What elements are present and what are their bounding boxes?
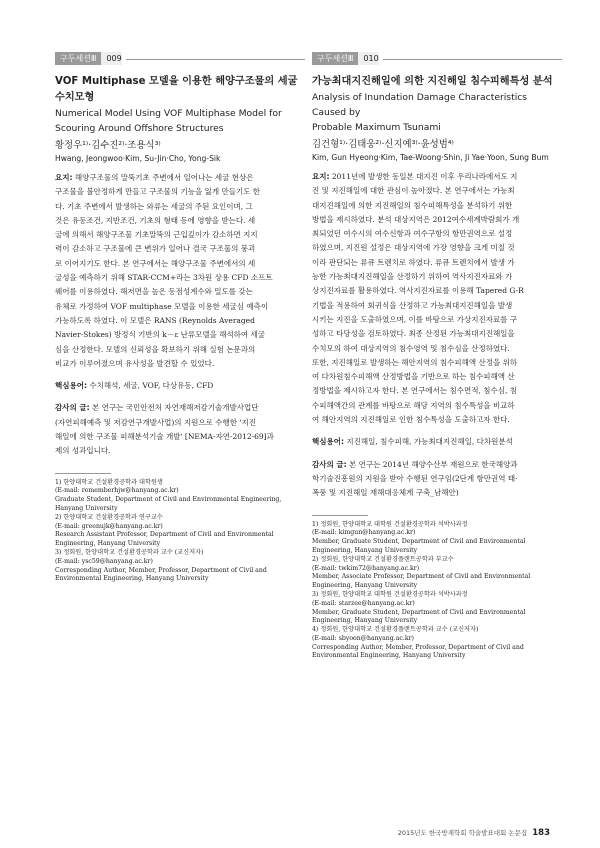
- abstract-line: 수치모의 하여 대상지역의 침수영역 및 침수심을 산정하였다.: [312, 343, 510, 353]
- abstract-line: 능한 가능최대지진해일을 산정하기 위하여 역사지진자료와 가: [312, 272, 513, 282]
- authors-english: Hwang, Jeongwoo·Kim, Su-Jin·Cho, Yong-Sik: [55, 154, 221, 163]
- footnote-line: Member, Graduate Student, Department of Civil and Environmental: [312, 608, 526, 616]
- abstract-line: 로 이어지기도 한다. 본 연구에서는 해양구조물 주변에서의 세: [55, 258, 256, 268]
- title-line: Numerical Model Using VOF Multiphase Model for: [55, 108, 282, 119]
- badge-divider: [126, 52, 305, 60]
- footnote-line: Environmental Engineering, Hanyang University: [55, 575, 209, 583]
- title-line: 가능최대지진해일에 의한 지진해일 침수피해특성 분석: [312, 76, 553, 87]
- abstract-line: 력이 감소하고 구조물에 큰 변위가 일어나 결국 구조물의 붕괴: [55, 244, 256, 254]
- footnote-line: (E-mail: twkim72@hanyang.ac.kr): [312, 564, 420, 572]
- authors-korean: 황정우¹⁾·김수진²⁾·조용식³⁾: [55, 140, 161, 151]
- ack-line: 본 연구는 2014년 해양수산부 재원으로 한국해양과: [346, 459, 518, 469]
- footnote-line: (E-mail: rememberhjw@hanyang.ac.kr): [55, 487, 179, 495]
- abstract-line: 여 다차원침수피해액 산정방법을 기반으로 하는 침수피해액 산: [312, 372, 515, 382]
- ack-line: 폭풍 및 지진해일 재해대응체계 구축_남해안): [312, 488, 459, 498]
- keywords-label: 핵심용어:: [312, 437, 344, 447]
- abstract-line: 웨어를 이용하였다. 해저면을 높은 동점성계수와 밀도를 갖는: [55, 287, 253, 297]
- abstract-line: 정방법을 제시하고자 한다. 본 연구에서는 침수면적, 침수심, 침: [312, 386, 517, 396]
- abstract-line: 상지진자료를 활용하였다. 역사지진자료를 이용해 Tapered G-R: [312, 286, 524, 296]
- keywords: [55, 379, 305, 393]
- footnote-line: Research Assistant Professor, Department of Civil and Environmental: [55, 531, 274, 539]
- footnote-line: Environmental Engineering, Hanyang University: [312, 652, 466, 660]
- ack-line: 학기술진흥원의 지원을 받아 수행된 연구임(2단계 항만권역 태·: [312, 473, 518, 483]
- abstract-line: 가능하도록 하였다. 이 모델은 RANS (Reynolds Averaged: [55, 315, 255, 325]
- title-korean: [312, 74, 562, 90]
- footnote-line: 1) 정회원, 한양대학교 대학원 건설환경공학과 석박사과정: [312, 520, 468, 528]
- keywords: [312, 435, 562, 449]
- title-line: Analysis of Inundation Damage Characteristics Caused by: [312, 92, 528, 118]
- footnote-line: Corresponding Author, Member, Professor, Department of Civil and: [55, 566, 267, 574]
- footnote-line: 1) 한양대학교 건설환경공학과 대학원생: [55, 478, 163, 486]
- abstract: [312, 170, 562, 427]
- title-line: Probable Maximum Tsunami: [312, 122, 441, 133]
- abstract-line: Navier-Stokes) 방정식 기반의 k－ε 난류모델을 해석하여 세굴: [55, 330, 266, 340]
- footnotes: [55, 479, 305, 585]
- keywords-text: 지진해일, 침수피해, 가능최대지진해일, 다차원분석: [343, 437, 513, 447]
- abstract-line: 심을 산정한다. 모델의 신뢰성을 확보하기 위해 실험 논문과의: [55, 344, 256, 354]
- footnote-divider: [55, 473, 111, 474]
- abstract-line: 구조물을 불안정하게 만들고 구조물의 기능을 잃게 만들기도 한: [55, 187, 261, 197]
- acknowledgement: [55, 401, 305, 458]
- session-label: 구두세션Ⅲ: [312, 52, 358, 65]
- abstract-line: 시키는 지진을 도출하였으며, 이를 바탕으로 가상지진자료를 구: [312, 314, 518, 324]
- footnote-line: Engineering, Hanyang University: [312, 617, 418, 625]
- abstract-line: 여 해안지역의 지진해일로 인한 침수특성을 도출하고자 한다.: [312, 415, 510, 425]
- footnote-line: (E-mail: ysc59@hanyang.ac.kr): [55, 557, 153, 565]
- abstract-line: 것은 유동조건, 지반조건, 기초의 형태 등에 영향을 받는다. 세: [55, 215, 256, 225]
- abstract-line: 2011년에 발생한 동일본 대지진 이후 우리나라에서도 지: [329, 172, 518, 181]
- authors-korean: 김건형¹⁾·김태웅²⁾·신지예³⁾·윤성범⁴⁾: [312, 139, 454, 150]
- abstract-line: 유체로 가정하여 VOF multiphase 모델을 이용한 세굴심 예측이: [55, 301, 269, 311]
- footnote-line: 4) 정회원, 한양대학교 건설환경플랜트공학과 교수 (교신저자): [312, 626, 479, 634]
- footnote-line: 3) 정회원, 한양대학교 대학원 건설환경공학과 석박사과정: [312, 590, 468, 598]
- session-label: 구두세션Ⅲ: [55, 52, 101, 65]
- footnote-line: Member, Graduate Student, Department of Civil and Environmental: [312, 538, 526, 546]
- acknowledgement: [312, 458, 562, 501]
- session-badge: [55, 52, 305, 65]
- abstract-line: 다. 기초 주변에서 발생하는 와류는 세굴의 주된 요인이며, 그: [55, 201, 253, 211]
- footnote-line: (E-mail: sbyoon@hanyang.ac.kr): [312, 634, 414, 642]
- footnote-line: Engineering, Hanyang University: [312, 582, 418, 590]
- abstract-line: 굴에 의해서 해양구조물 기초말뚝의 근입깊이가 감소하면 지지: [55, 230, 258, 240]
- abstract-line: 방법을 제시하였다. 분석 대상지역은 2012여수세계박람회가 개: [312, 214, 520, 224]
- abstract-line: 굴성을 예측하기 위해 STAR-CCM+라는 3차원 상용 CFD 소프트: [55, 273, 273, 283]
- footnote-divider: [312, 515, 368, 516]
- abstract: [55, 171, 305, 371]
- session-number: 009: [101, 52, 121, 65]
- keywords-label: 핵심용어:: [55, 381, 87, 391]
- footnote-line: (E-mail: greenujk@hanyang.ac.kr): [55, 522, 163, 530]
- authors-english: Kim, Gun Hyeong·Kim, Tae-Woong·Shin, Ji Yae·Yoon, Sung Bum: [312, 153, 549, 162]
- footnote-line: Engineering, Hanyang University: [312, 546, 418, 554]
- title-line: VOF Multiphase 모델을 이용한 해양구조물의 세굴: [55, 76, 298, 87]
- footnotes: [312, 521, 562, 662]
- abstract-line: 이라 판단되는 류큐 트렌치로 하였다. 류큐 트렌치에서 발생 가: [312, 257, 515, 267]
- title-korean: [55, 74, 305, 106]
- abstract-line: 수피해액간의 관계를 바탕으로 해당 지역의 침수특성을 비교하: [312, 400, 515, 410]
- footnote-line: 2) 정회원, 한양대학교 건설환경플랜트공학과 부교수: [312, 555, 454, 563]
- session-number: 010: [358, 52, 378, 65]
- title-line: Scouring Around Offshore Structures: [55, 123, 224, 134]
- session-badge: [312, 52, 562, 65]
- footnote-line: Graduate Student, Department of Civil and Environmental Engineering,: [55, 496, 282, 504]
- title-english: [312, 90, 562, 135]
- title-english: [55, 106, 305, 136]
- ack-line: 제의 성과입니다.: [55, 446, 111, 456]
- footnote-line: (E-mail: kimgun@hanyang.ac.kr): [312, 529, 416, 537]
- page-number: 183: [532, 828, 550, 838]
- footnote-line: 2) 한양대학교 건설환경공학과 연구교수: [55, 513, 163, 521]
- footnote-line: Engineering, Hanyang University: [55, 540, 161, 548]
- abstract-line: 성하고 타당성을 검토하였다. 최종 산정된 가능최대지진해일을: [312, 329, 515, 339]
- abstract-label: 요지:: [312, 172, 330, 181]
- right-article: [312, 52, 562, 661]
- keywords-text: 수치해석, 세굴, VOF, 다상유동, CFD: [86, 381, 214, 391]
- abstract-line: 기법을 적용하여 회귀식을 산정하고 가능최대지진해일을 발생: [312, 300, 513, 310]
- abstract-line: 또한, 지진해일로 발생하는 해안지역의 침수피해액 산정을 위하: [312, 357, 518, 367]
- footnote-line: Hanyang University: [55, 505, 118, 513]
- proceedings-title: 2015년도 한국방재학회 학술발표대회 논문집: [397, 829, 530, 837]
- ack-line: (자연피해예측 및 저감연구개발사업)의 지원으로 수행한 '지진: [55, 417, 256, 427]
- abstract-line: 최되었던 여수시의 여수신항과 여수구항의 항만권역으로 설정: [312, 229, 513, 239]
- ack-label: 감사의 글:: [55, 403, 90, 413]
- footnote-line: Corresponding Author, Member, Professor, Department of Civil and: [312, 643, 524, 651]
- title-line: 수치모형: [55, 92, 95, 103]
- footnote-line: (E-mail: starzee@hanyang.ac.kr): [312, 599, 415, 607]
- badge-divider: [383, 52, 562, 60]
- abstract-line: 하였으며, 지진원 설정은 대상지역에 가장 영향을 크게 미칠 것: [312, 243, 515, 253]
- abstract-line: 진 및 지진해일에 대한 관심이 높아졌다. 본 연구에서는 가능최: [312, 186, 515, 196]
- abstract-label: 요지:: [55, 173, 73, 182]
- page-footer: [0, 820, 550, 839]
- abstract-line: 비교가 이루어졌으며 유사성을 발견할 수 있었다.: [55, 358, 215, 368]
- abstract-line: 해양구조물의 말뚝기초 주변에서 일어나는 세굴 현상은: [72, 173, 254, 182]
- ack-label: 감사의 글:: [312, 459, 347, 469]
- ack-line: 본 연구는 국민안전처 자연재해저감기술개발사업단: [89, 403, 259, 413]
- footnote-line: 3) 정회원, 한양대학교 건설환경공학과 교수 (교신저자): [55, 549, 204, 557]
- left-article: [55, 52, 305, 584]
- ack-line: 해일에 의한 구조물 피해분석기술 개발' [NEMA-자연-2012-69]과: [55, 432, 274, 442]
- abstract-line: 대지진해일에 의한 지진해일의 침수피해특성을 분석하기 위한: [312, 200, 513, 210]
- footnote-line: Member, Associate Professor, Department of Civil and Environmental: [312, 573, 531, 581]
